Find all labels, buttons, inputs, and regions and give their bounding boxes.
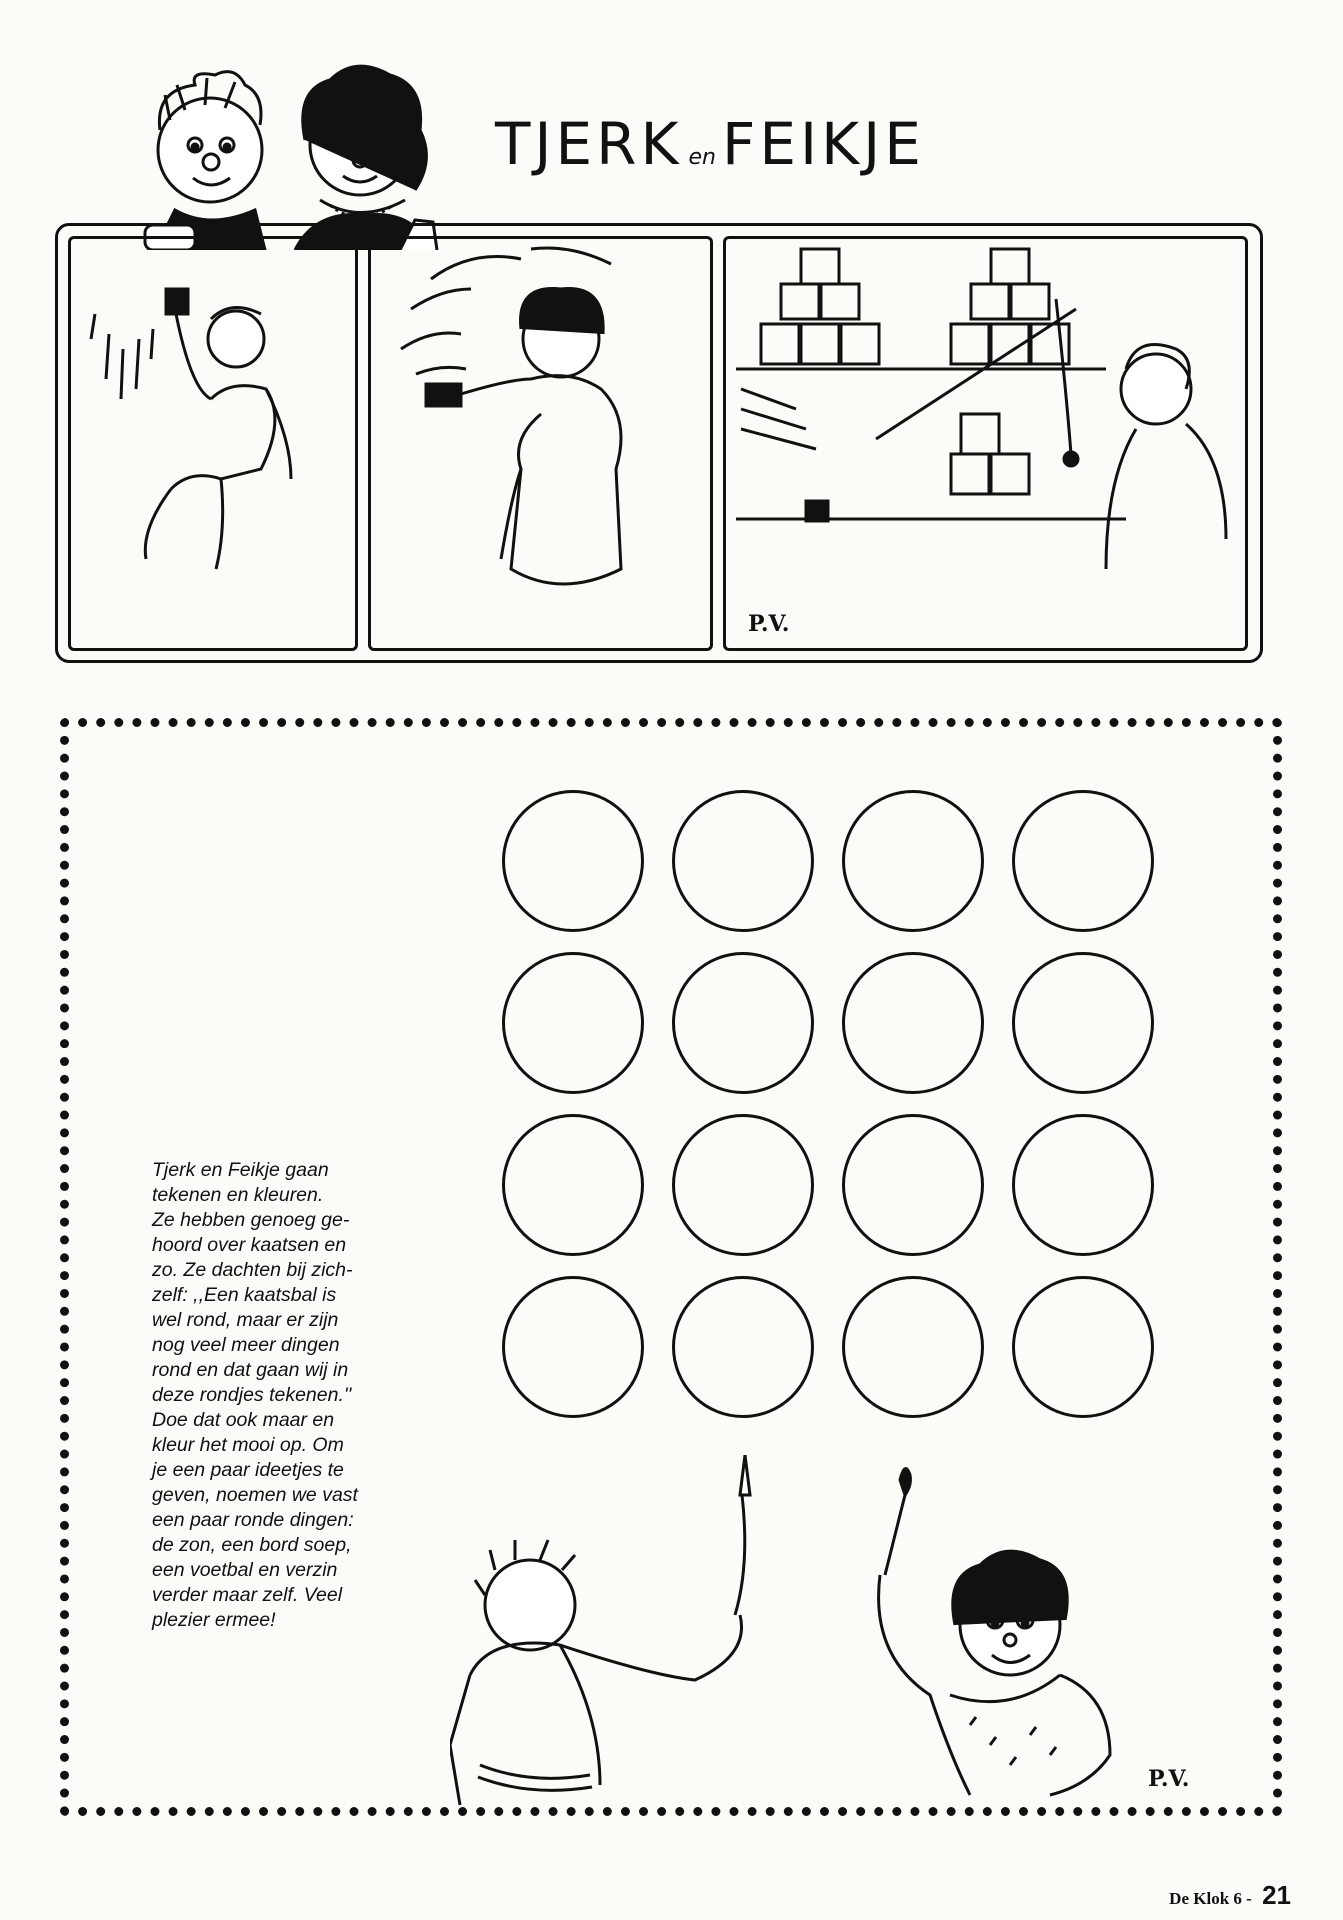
comic-panel-1	[68, 236, 358, 651]
drawing-circle[interactable]	[1012, 952, 1154, 1094]
drawing-circle[interactable]	[672, 790, 814, 932]
title-feikje: FEIKJE	[722, 110, 925, 178]
drawing-circle[interactable]	[672, 1114, 814, 1256]
drawing-circle[interactable]	[842, 790, 984, 932]
drawing-circle[interactable]	[1012, 1114, 1154, 1256]
comic-strip	[55, 223, 1263, 663]
page-title	[495, 110, 925, 178]
page-number: 21	[1262, 1880, 1291, 1910]
comic-panel-3	[723, 236, 1248, 651]
activity-signature: P.V.	[1148, 1766, 1190, 1792]
kids-painting-illustration	[450, 1455, 1250, 1815]
drawing-circle[interactable]	[842, 1276, 984, 1418]
comic-panel-2	[368, 236, 713, 651]
title-connector: en	[688, 145, 716, 170]
boy-throwing-illustration	[71, 239, 355, 648]
title-tjerk: TJERK	[495, 110, 683, 178]
drawing-circle[interactable]	[672, 1276, 814, 1418]
drawing-circle[interactable]	[502, 1276, 644, 1418]
drawing-circle[interactable]	[672, 952, 814, 1094]
tin-can-stall-illustration	[726, 239, 1245, 648]
drawing-circle[interactable]	[502, 1114, 644, 1256]
drawing-circle[interactable]	[1012, 1276, 1154, 1418]
page-footer	[1169, 1880, 1291, 1911]
magazine-name: De Klok 6	[1169, 1889, 1242, 1908]
drawing-circle[interactable]	[842, 952, 984, 1094]
comic-signature: P.V.	[748, 611, 790, 637]
girl-throwing-illustration	[371, 239, 710, 648]
drawing-circle[interactable]	[502, 952, 644, 1094]
tjerk-feikje-heads-illustration	[115, 50, 535, 250]
drawing-circles-grid	[502, 790, 1158, 1438]
drawing-circle[interactable]	[1012, 790, 1154, 932]
footer-separator: -	[1246, 1889, 1252, 1908]
drawing-circle[interactable]	[842, 1114, 984, 1256]
story-text: Tjerk en Feikje gaan tekenen en kleuren. Ze hebben genoeg ge- hoord over kaatsen en zo. Ze dachten bij zich- zelf: ,,Een kaatsbal is wel rond, maar er zijn nog veel meer dingen rond en dat gaan wij in deze rondjes tekenen.'' Doe dat ook maar en kleur het mooi op. Om je een paar ideetjes te geven, noemen we vast een paar ronde dingen: de zon, een bord soep, een voetbal en verzin verder maar zelf. Veel plezier ermee!	[152, 1159, 358, 1631]
drawing-circle[interactable]	[502, 790, 644, 932]
